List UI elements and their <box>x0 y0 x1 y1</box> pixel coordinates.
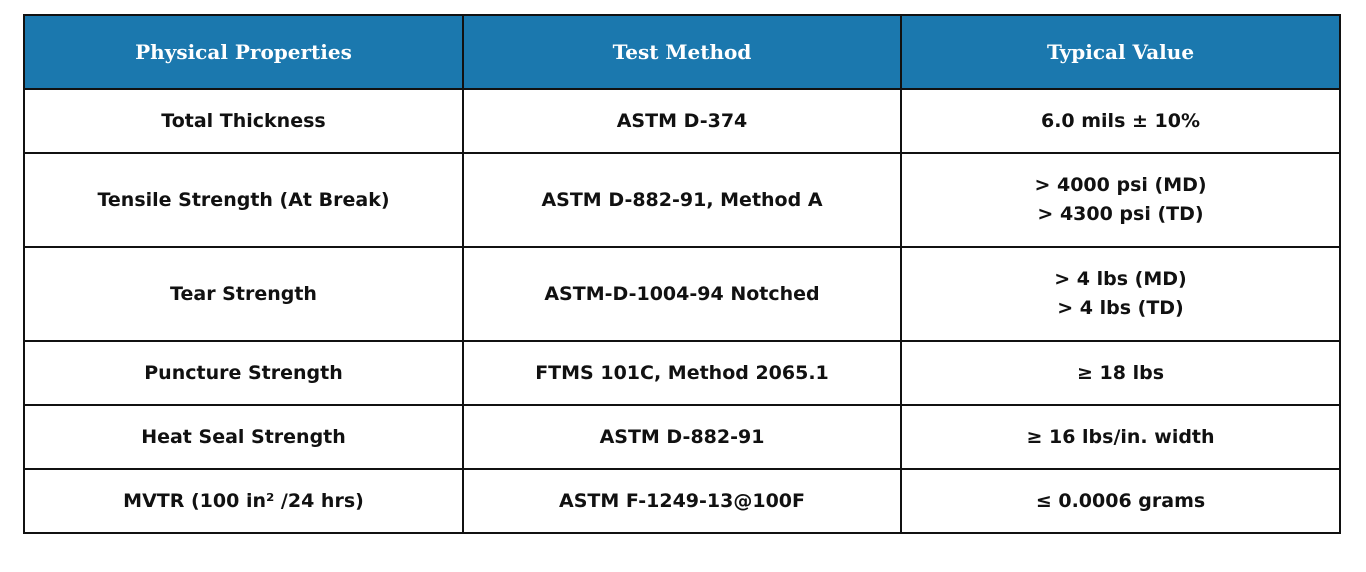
table-row <box>24 341 1340 405</box>
value-line: ≥ 16 lbs/in. width <box>1026 425 1215 448</box>
method-cell: ASTM D-882-91, Method A <box>463 153 901 247</box>
property-cell: Puncture Strength <box>24 341 463 405</box>
table-row <box>24 89 1340 153</box>
value-cell <box>901 341 1340 405</box>
value-cell <box>901 405 1340 469</box>
method-cell: ASTM D-374 <box>463 89 901 153</box>
value-line: 6.0 mils ± 10% <box>1040 109 1201 132</box>
table-row <box>24 247 1340 341</box>
value-line: ≤ 0.0006 grams <box>1035 489 1206 512</box>
value-line-td: > 4300 psi (TD) <box>1037 203 1204 225</box>
value-cell <box>901 469 1340 533</box>
method-cell: ASTM D-882-91 <box>463 405 901 469</box>
table-row <box>24 405 1340 469</box>
method-cell: FTMS 101C, Method 2065.1 <box>463 341 901 405</box>
header-typical-value: Typical Value <box>901 15 1340 89</box>
value-line: ≥ 18 lbs <box>1076 361 1164 384</box>
property-cell: MVTR (100 in² /24 hrs) <box>24 469 463 533</box>
method-cell: ASTM F-1249-13@100F <box>463 469 901 533</box>
value-line-td: > 4 lbs (TD) <box>1057 297 1184 319</box>
physical-properties-table <box>23 14 1341 534</box>
table-header <box>24 15 1340 89</box>
property-cell: Total Thickness <box>24 89 463 153</box>
table-row <box>24 153 1340 247</box>
table-row <box>24 469 1340 533</box>
value-line-md: > 4 lbs (MD) <box>1054 268 1187 290</box>
property-cell: Tensile Strength (At Break) <box>24 153 463 247</box>
value-cell <box>901 89 1340 153</box>
value-cell <box>901 247 1340 341</box>
method-cell: ASTM-D-1004-94 Notched <box>463 247 901 341</box>
table-body <box>24 89 1340 533</box>
header-test-method: Test Method <box>463 15 901 89</box>
value-cell <box>901 153 1340 247</box>
header-physical-properties: Physical Properties <box>24 15 463 89</box>
property-cell: Heat Seal Strength <box>24 405 463 469</box>
value-line-md: > 4000 psi (MD) <box>1034 174 1207 196</box>
property-cell: Tear Strength <box>24 247 463 341</box>
header-row <box>24 15 1340 89</box>
